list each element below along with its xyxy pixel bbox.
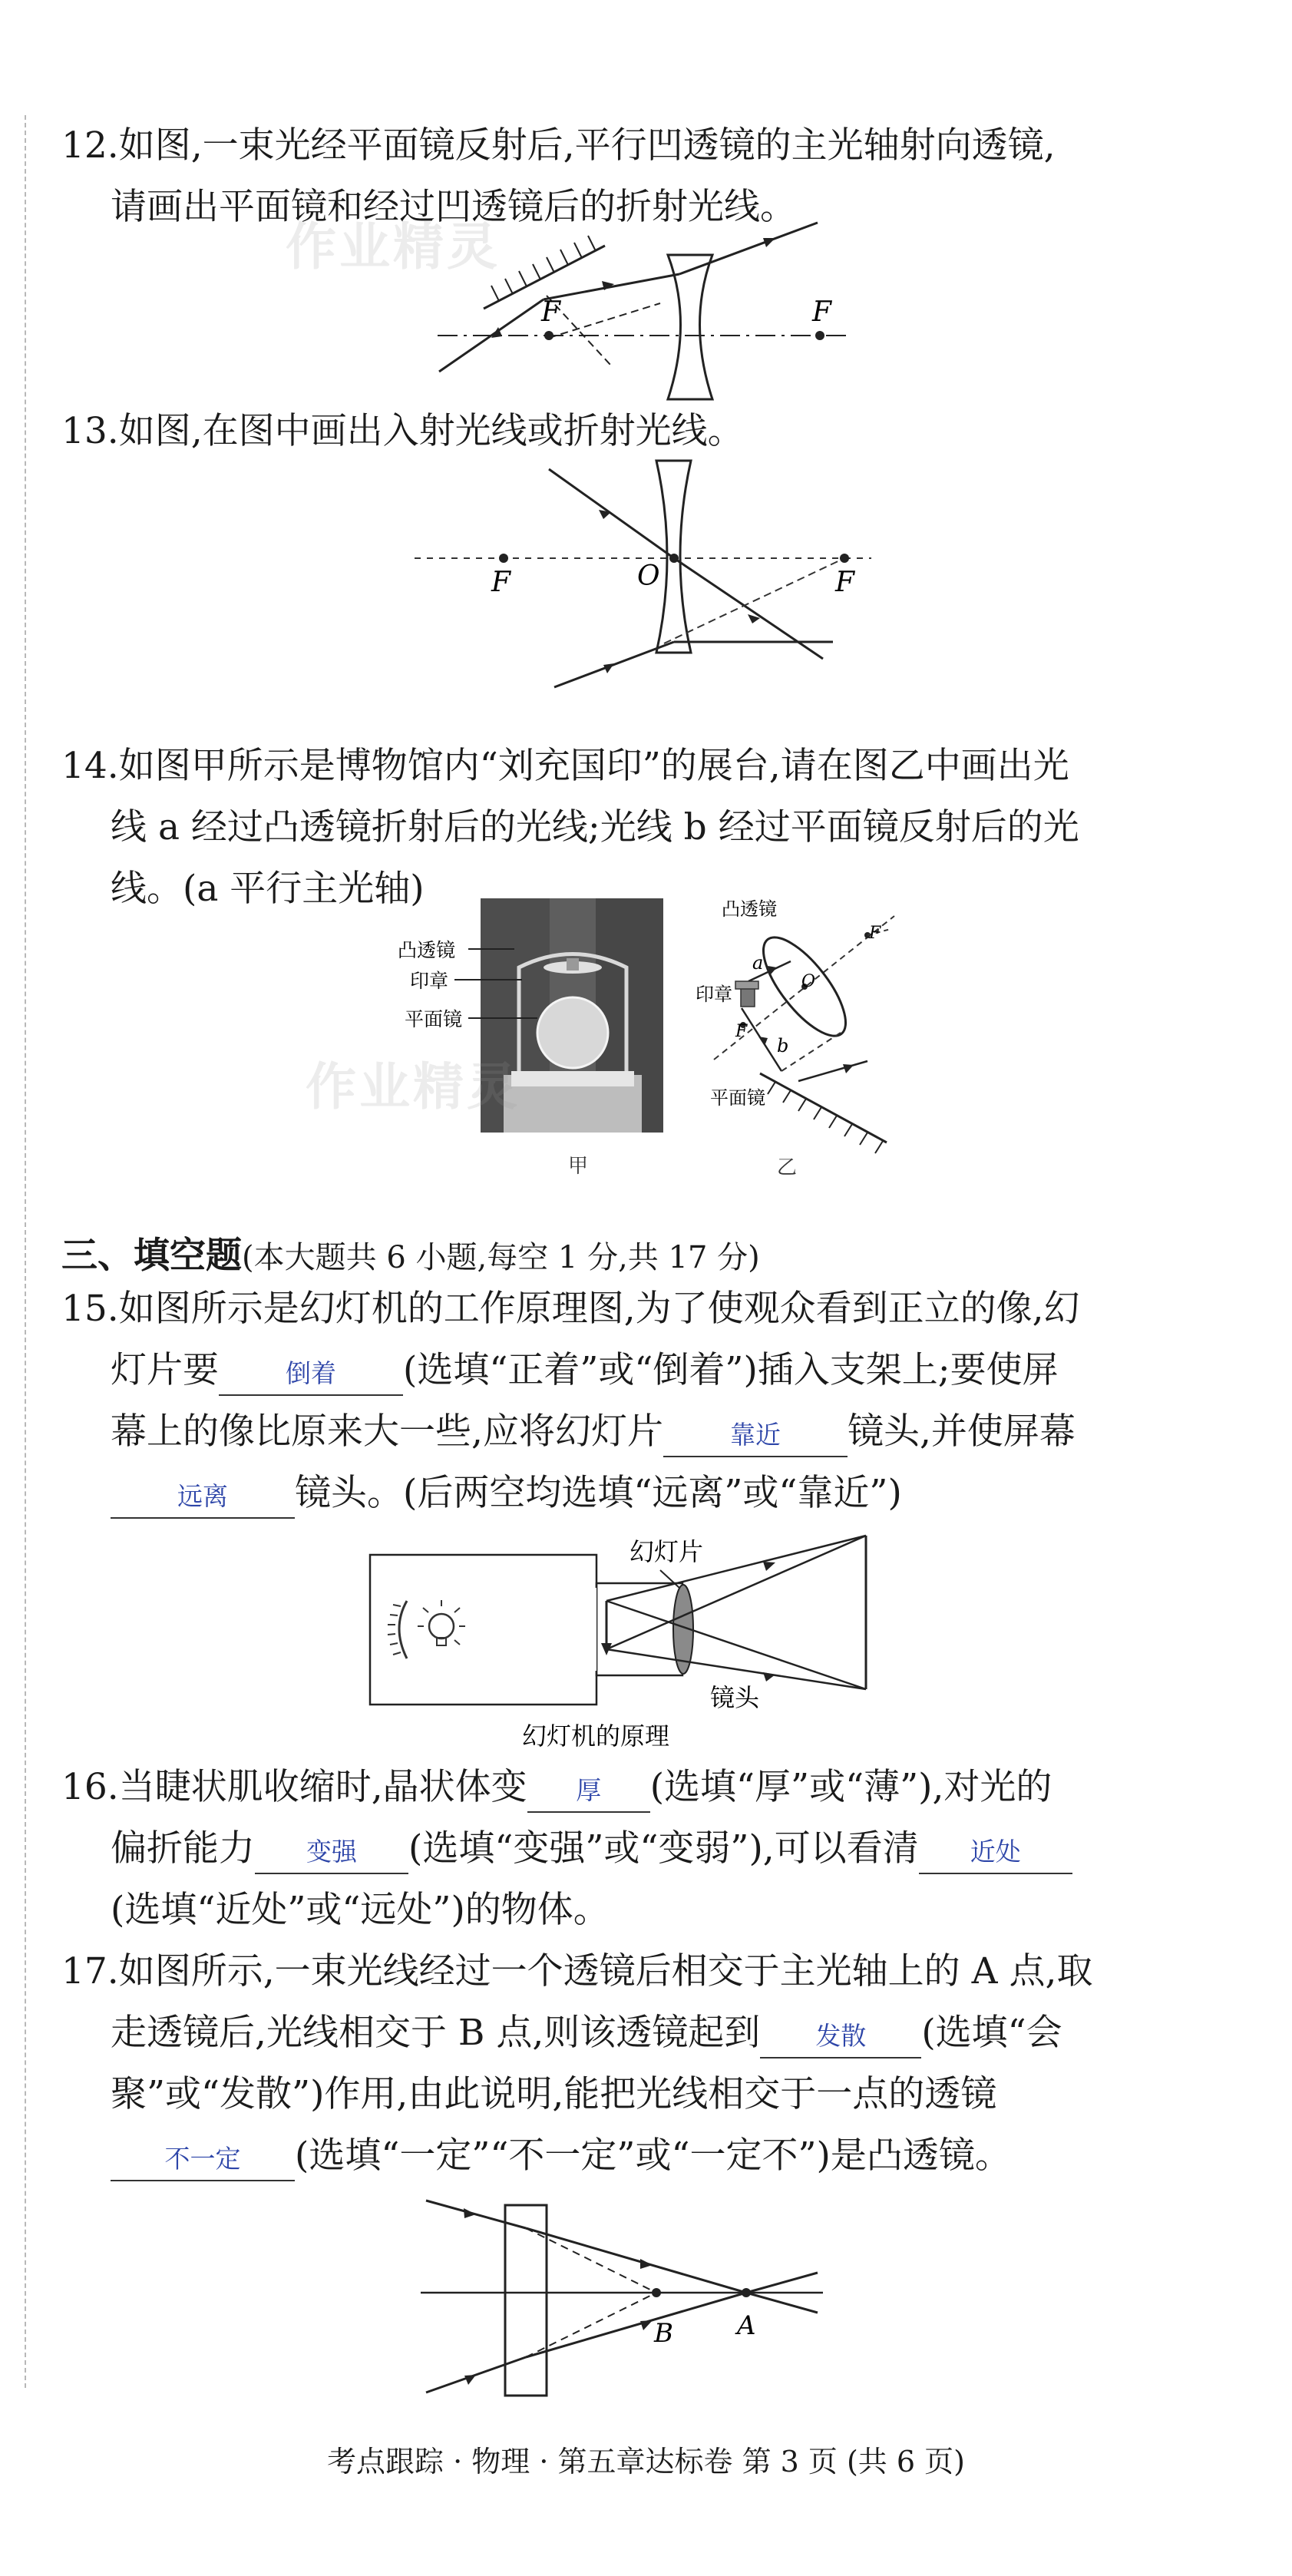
q17-answer-2: 不一定 (164, 2144, 241, 2174)
q16-answer-3: 近处 (970, 1837, 1021, 1867)
q16-line1-start: 16.当睫状肌收缩时,晶状体变 (61, 1766, 527, 1808)
q16-line3: (选填“近处”或“远处”)的物体。 (111, 1889, 610, 1931)
q15-line1: 15.如图所示是幻灯机的工作原理图,为了使观众看到正立的像,幻 (61, 1288, 1080, 1330)
photo-label-seal: 印章 (410, 970, 449, 992)
q15-answer-3: 远离 (177, 1481, 228, 1511)
q14-line3: 线。(a 平行主光轴) (111, 868, 425, 910)
caption-yi: 乙 (777, 1156, 798, 1179)
q12-line2: 请画出平面镜和经过凹透镜后的折射光线。 (111, 186, 796, 228)
q15-answer-1: 倒着 (286, 1358, 336, 1388)
section-3-desc: (本大题共 6 小题,每空 1 分,共 17 分) (242, 1240, 760, 1275)
q15-slide-label: 幻灯片 (629, 1537, 704, 1566)
q17-line4-end: (选填“一定”“不一定”或“一定不”)是凸透镜。 (295, 2135, 1011, 2177)
caption-jia: 甲 (568, 1155, 589, 1178)
diagram-label-f2: F (735, 1022, 748, 1041)
q15-caption: 幻灯机的原理 (522, 1721, 670, 1751)
q15-line4-end: 镜头。(后两空均选填“远离”或“靠近”) (295, 1472, 902, 1514)
photo-label-convex-lens: 凸透镜 (398, 939, 456, 961)
diagram-label-f1: F (869, 924, 881, 943)
q13-focus-right-label: F (835, 567, 854, 598)
q12-focus-right-label: F (812, 296, 831, 328)
q16-line1-end: (选填“厚”或“薄”),对光的 (649, 1766, 1052, 1808)
q16-answer-1: 厚 (576, 1775, 602, 1805)
q16-answer-2: 变强 (306, 1837, 357, 1867)
q17-answer-1: 发散 (815, 2021, 867, 2051)
page-footer: 考点跟踪 · 物理 · 第五章达标卷 第 3 页 (共 6 页) (327, 2445, 965, 2478)
q16-line2-end: (选填“变强”或“变弱”),可以看清 (408, 1827, 919, 1870)
diagram-label-a: a (752, 952, 764, 974)
diagram-label-mirror: 平面镜 (710, 1087, 765, 1109)
q13-center-label: O (637, 561, 660, 592)
q16-line2-start: 偏折能力 (111, 1827, 255, 1870)
diagram-label-convex-lens: 凸透镜 (722, 898, 777, 920)
q17-line3: 聚”或“发散”)作用,由此说明,能把光线相交于一点的透镜 (111, 2073, 997, 2115)
q15-line3-start: 幕上的像比原来大一些,应将幻灯片 (111, 1410, 663, 1453)
diagram-label-b: b (777, 1035, 789, 1057)
q13-line1: 13.如图,在图中画出入射光线或折射光线。 (61, 410, 744, 452)
q17-point-b-label: B (654, 2318, 673, 2349)
q17-point-a-label: A (737, 2310, 756, 2341)
q15-lens-label: 镜头 (710, 1683, 760, 1712)
watermark: 作业精灵 (286, 217, 501, 276)
q15-line2-start: 灯片要 (111, 1349, 219, 1391)
q13-focus-left-label: F (491, 567, 511, 598)
q12-focus-left-label: F (541, 296, 560, 328)
q17-line1: 17.如图所示,一束光线经过一个透镜后相交于主光轴上的 A 点,取 (61, 1950, 1093, 1992)
section-3-title: 三、填空题 (61, 1235, 242, 1277)
q12-line1: 12.如图,一束光经平面镜反射后,平行凹透镜的主光轴射向透镜, (61, 124, 1056, 167)
q15-line2-end: (选填“正着”或“倒着”)插入支架上;要使屏 (403, 1349, 1059, 1391)
diagram-label-seal: 印章 (696, 984, 732, 1005)
photo-label-mirror: 平面镜 (405, 1008, 463, 1030)
q14-line2: 线 a 经过凸透镜折射后的光线;光线 b 经过平面镜反射后的光 (111, 806, 1079, 848)
q15-answer-2: 靠近 (729, 1420, 781, 1450)
watermark-2: 作业精灵 (306, 1057, 520, 1116)
q14-line1: 14.如图甲所示是博物馆内“刘充国印”的展台,请在图乙中画出光 (61, 745, 1069, 787)
q17-line2-start: 走透镜后,光线相交于 B 点,则该透镜起到 (111, 2012, 761, 2054)
q15-line3-end: 镜头,并使屏幕 (847, 1410, 1076, 1453)
diagram-label-o: O (801, 972, 816, 991)
q17-line2-end: (选填“会 (921, 2012, 1062, 2054)
